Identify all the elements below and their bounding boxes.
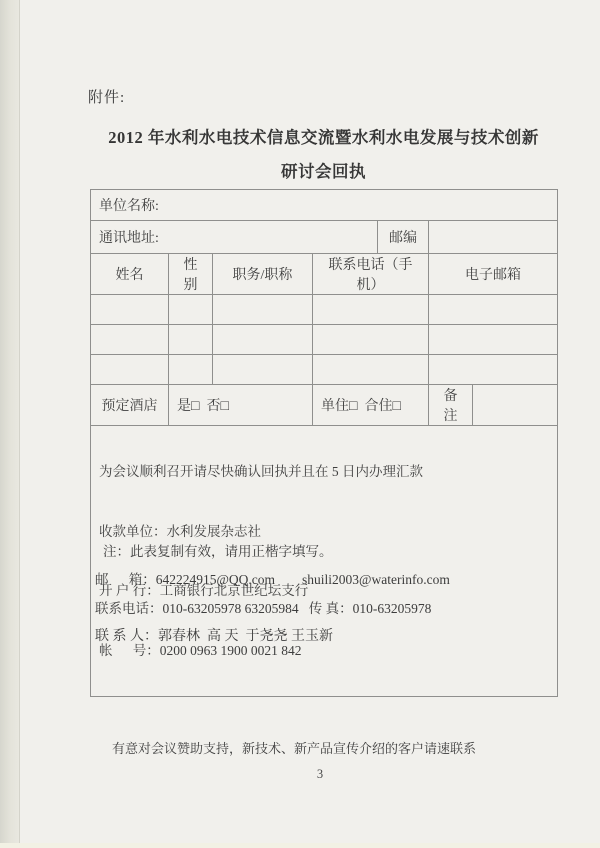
hotel-yes-no-cell: 是□ 否□ xyxy=(169,385,313,426)
attendee-empty-cell xyxy=(91,325,169,355)
attendee-empty-cell xyxy=(213,355,313,385)
address-row xyxy=(91,221,558,254)
attendee-row xyxy=(91,295,558,325)
payment-info-cell xyxy=(91,426,558,697)
attendee-empty-cell xyxy=(91,295,169,325)
col-header-email: 电子邮箱 xyxy=(429,254,558,295)
registration-form-table xyxy=(90,189,558,697)
payment-line-account: 帐 号：0200 0963 1900 0021 842 xyxy=(99,642,302,658)
payment-line-payee: 收款单位：水利发展杂志社 xyxy=(99,523,261,539)
payment-line-bank: 开 户 行：工商银行北京世纪坛支行 xyxy=(99,583,309,598)
page-number: 3 xyxy=(316,767,324,781)
unit-name-cell: 单位名称: xyxy=(91,190,558,221)
page-title-line2: 研讨会回执 xyxy=(281,162,366,181)
page-title xyxy=(90,121,557,189)
postal-code-label-cell: 邮编 xyxy=(378,221,429,254)
remarks-label-cell: 备注 xyxy=(429,385,473,426)
col-header-phone: 联系电话（手机） xyxy=(313,254,429,295)
attendee-empty-cell xyxy=(429,295,558,325)
col-header-gender: 性别 xyxy=(169,254,213,295)
sponsor-note: 有意对会议赞助支持，新技术、新产品宣传介绍的客户请速联系 xyxy=(112,741,477,756)
attendee-empty-cell xyxy=(213,295,313,325)
hotel-room-type-cell: 单住□ 合住□ xyxy=(313,385,429,426)
col-header-position: 职务/职称 xyxy=(213,254,313,295)
contacts-line: 联 系 人：郭春林 高 天 于尧尧 王玉新 xyxy=(95,629,333,644)
attendee-empty-cell xyxy=(91,355,169,385)
attendee-empty-cell xyxy=(313,355,429,385)
unit-name-row xyxy=(91,190,558,221)
attendee-empty-cell xyxy=(429,325,558,355)
attendee-empty-cell xyxy=(313,295,429,325)
payment-info-row xyxy=(91,426,558,697)
phone-fax-line: 联系电话：010-63205978 63205984 传 真：010-63205978 xyxy=(95,601,432,616)
attendee-empty-cell xyxy=(169,295,213,325)
copy-note: 注：此表复制有效，请用正楷字填写。 xyxy=(103,544,333,559)
attachment-label: 附件: xyxy=(88,90,126,106)
attendee-empty-cell xyxy=(213,325,313,355)
attendee-row xyxy=(91,325,558,355)
address-cell: 通讯地址: xyxy=(91,221,378,254)
remarks-value-cell xyxy=(473,385,558,426)
email-line: 邮 箱：642224915@QQ.com shuili2003@waterinfo.com xyxy=(95,572,450,587)
hotel-booking-label-cell: 预定酒店 xyxy=(91,385,169,426)
payment-line-confirm: 为会议顺利召开请尽快确认回执并且在 5 日内办理汇款 xyxy=(99,464,423,479)
postal-code-value-cell xyxy=(429,221,558,254)
attendee-empty-cell xyxy=(313,325,429,355)
hotel-booking-row xyxy=(91,385,558,426)
page-title-line1: 2012 年水利水电技术信息交流暨水利水电发展与技术创新 xyxy=(108,128,539,147)
attendee-header-row xyxy=(91,254,558,295)
attendee-row xyxy=(91,355,558,385)
attendee-empty-cell xyxy=(169,355,213,385)
attendee-empty-cell xyxy=(429,355,558,385)
attendee-empty-cell xyxy=(169,325,213,355)
col-header-name: 姓名 xyxy=(91,254,169,295)
